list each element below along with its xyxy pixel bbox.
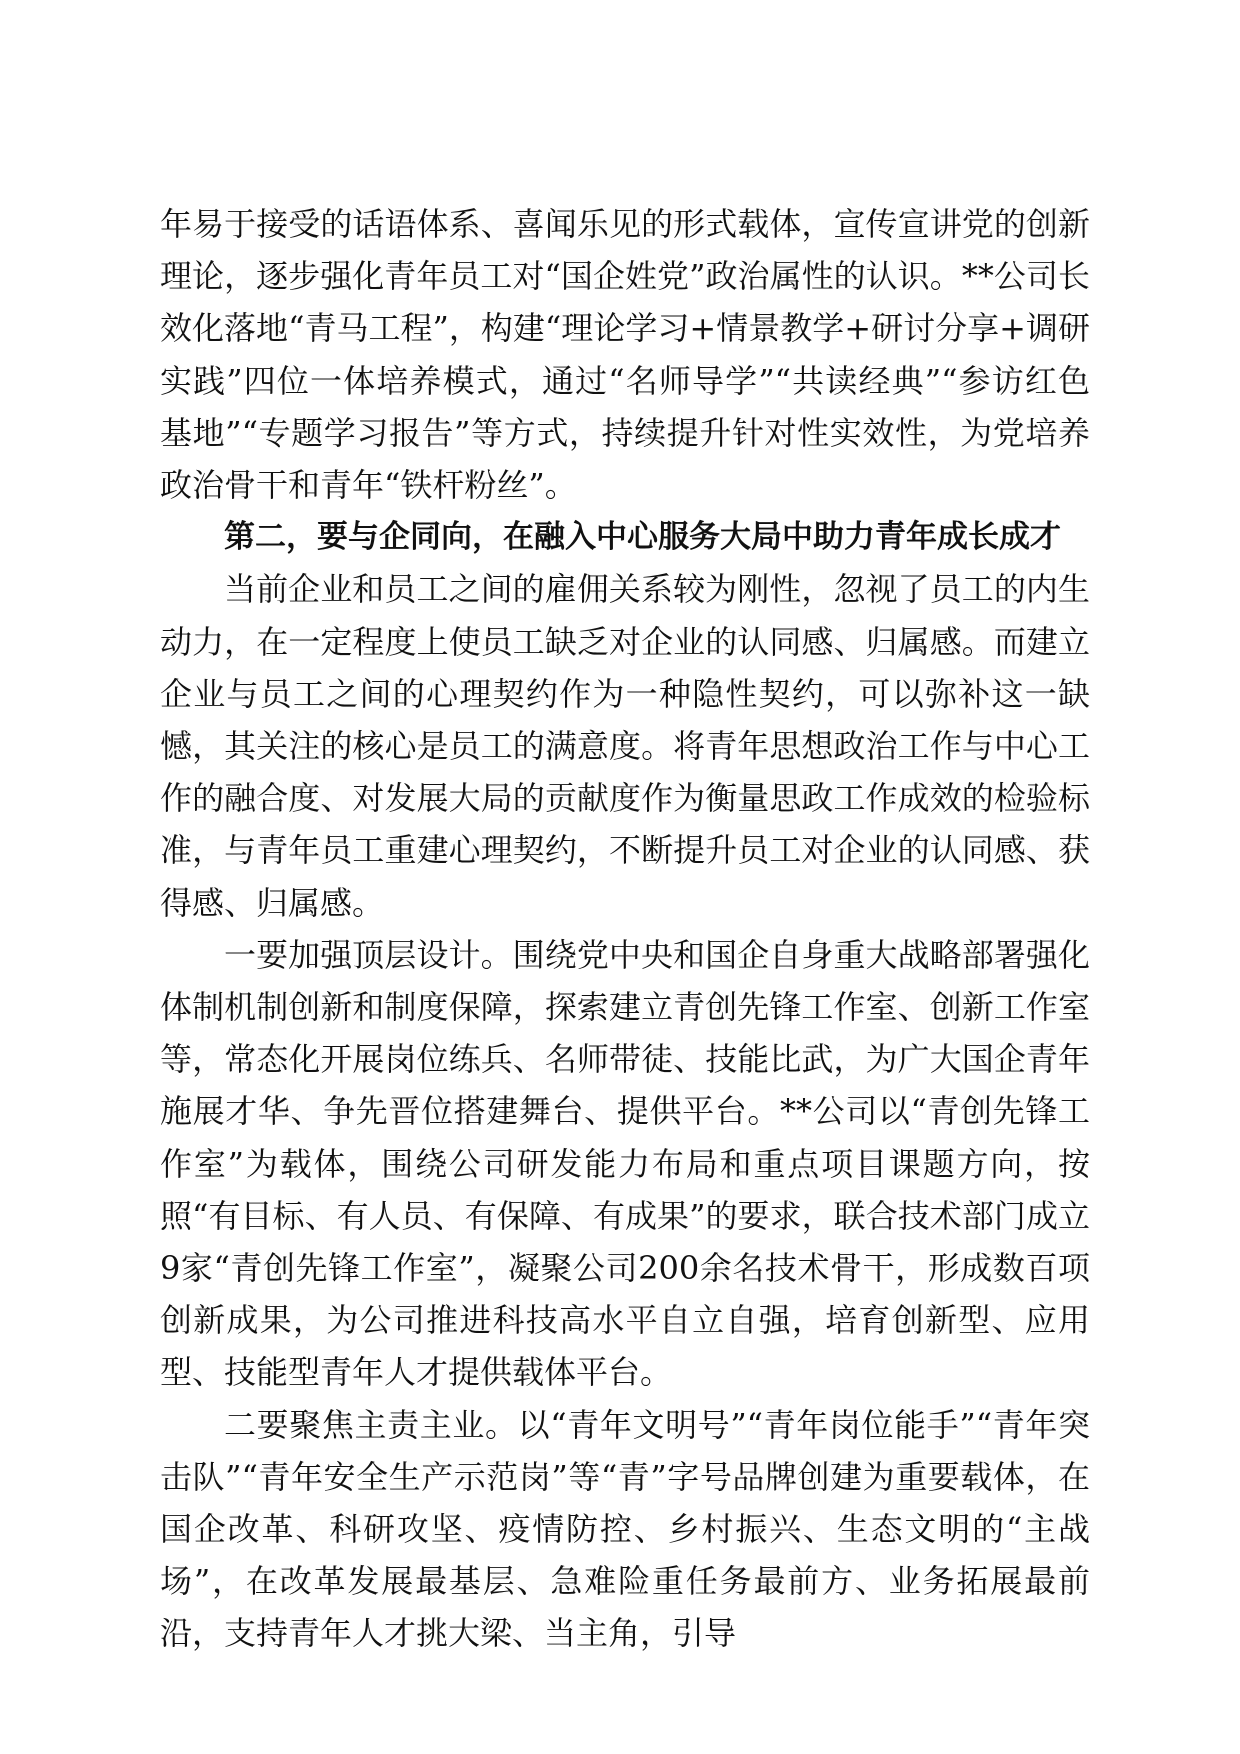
body-paragraph-2: 一要加强顶层设计。围绕党中央和国企自身重大战略部署强化体制机制创新和制度保障，探索建立青创先锋工作室、创新工作室等，常态化开展岗位练兵、名师带徒、技能比武，为广大国企青年施展才华、争先晋位搭建舞台、提供平台。**公司以“青创先锋工作室”为载体，围绕公司研发能力布局和重点项目课题方向，按照“有目标、有人员、有保障、有成果”的要求，联合技术部门成立9家“青创先锋工作室”，凝聚公司200余名技术骨干，形成数百项创新成果，为公司推进科技高水平自立自强，培育创新型、应用型、技能型青年人才提供载体平台。 bbox=[160, 935, 1090, 1392]
document-body bbox=[160, 198, 1090, 1660]
continuation-paragraph: 年易于接受的话语体系、喜闻乐见的形式载体，宣传宣讲党的创新理论，逐步强化青年员工对“国企姓党”政治属性的认识。**公司长效化落地“青马工程”，构建“理论学习+情景教学+研讨分享+调研实践”四位一体培养模式，通过“名师导学”“共读经典”“参访红色基地”“专题学习报告”等方式，持续提升针对性实效性，为党培养政治骨干和青年“铁杆粉丝”。 bbox=[160, 205, 1090, 505]
body-paragraph-3: 二要聚焦主责主业。以“青年文明号”“青年岗位能手”“青年突击队”“青年安全生产示范岗”等“青”字号品牌创建为重要载体，在国企改革、科研攻坚、疫情防控、乡村振兴、生态文明的“主战场”，在改革发展最基层、急难险重任务最前方、业务拓展最前沿，支持青年人才挑大梁、当主角，引导 bbox=[160, 1405, 1090, 1653]
section-heading: 第二，要与企同向，在融入中心服务大局中助力青年成长成才 bbox=[224, 519, 1061, 556]
body-paragraph-1: 当前企业和员工之间的雇佣关系较为刚性，忽视了员工的内生动力，在一定程度上使员工缺乏对企业的认同感、归属感。而建立企业与员工之间的心理契约作为一种隐性契约，可以弥补这一缺憾，其关注的核心是员工的满意度。将青年思想政治工作与中心工作的融合度、对发展大局的贡献度作为衡量思政工作成效的检验标准，与青年员工重建心理契约，不断提升员工对企业的认同感、获得感、归属感。 bbox=[160, 570, 1090, 922]
